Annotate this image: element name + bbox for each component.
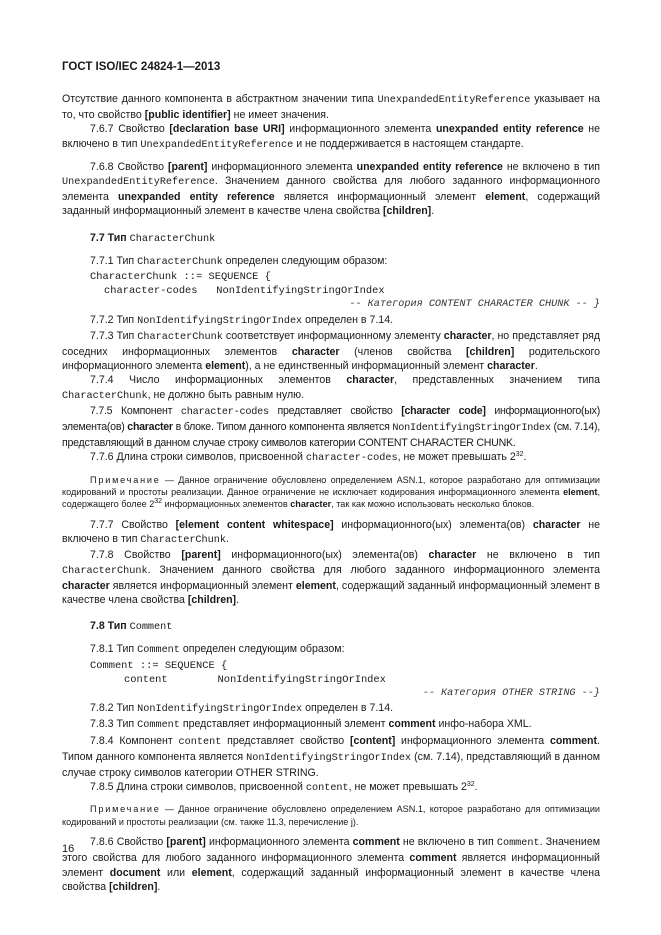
section-heading-7-7: 7.7 Тип CharacterChunk <box>90 231 216 245</box>
clause-7-6-7: 7.6.7 Свойство [declaration base URI] информационного элемента unexpanded entity reference не включено в тип UnexpandedEntityReference и не поддерживается в настоящем стандарте. <box>62 123 600 151</box>
clause-7-8-2: 7.8.2 Тип NonIdentifyingStringOrIndex определен в 7.14. <box>90 702 394 716</box>
clause-7-7-7: 7.7.7 Свойство [element content whitespace] информационного(ых) элемента(ов) character не включено в тип CharacterChunk. <box>62 518 601 547</box>
code-line: CharacterChunk ::= SEQUENCE { <box>90 271 271 284</box>
clause-7-8-4: 7.8.4 Компонент content представляет свойство [content] информационного элемента comment. Типом данного компонента является NonIdentifyingStringOrIndex (см. 7.14), представляющий в данном случае строку символов категории OTHER STRING. <box>62 734 601 779</box>
clause-7-7-4: 7.7.4 Число информационных элементов character, представленных значением типа CharacterChunk, не должно быть равным нулю. <box>62 374 600 402</box>
note-7-7-6: Примечание — Данное ограничение обусловлено определением ASN.1, которое разработано для оптимизации кодирований и простоты реализации. Данное ограничение не исключает кодирования информационного элемента element, содержащего более $2^{32}$ информационных элементов character, так как можно использовать несколько блоков. <box>62 474 600 510</box>
page-body <box>62 92 600 894</box>
clause-7-7-3: 7.7.3 Тип CharacterChunk соответствует информационному элементу character, но представляет ряд соседних информационных элементов character (членов свойства [children] родительского информационного элемента element), а не единственный информационный элемент character. <box>62 329 601 373</box>
clause-7-7-5: 7.7.5 Компонент character-codes представляет свойство [character code] информационного(ых) элемента(ов) character в блоке. Типом данного компонента является NonIdentifyingStringOrIndex (см. 7.14), представляющий в данном случае строку символов категории CONTENT CHARACTER CHUNK. <box>62 404 600 450</box>
code-line: Comment ::= SEQUENCE { <box>90 659 228 672</box>
paragraph-continued: Отсутствие данного компонента в абстрактном значении типа UnexpandedEntityReference указывает на то, что свойство [public identifier] не имеет значения. <box>62 93 600 122</box>
clause-7-7-8: 7.7.8 Свойство [parent] информационного(ых) элемента(ов) character не включено в тип CharacterChunk. Значением данного свойства для любого заданного информационного элемента character является информационный элемент element, содержащий заданный информационный элемент в качестве члена свойства [children]. <box>62 549 601 606</box>
code-comment: -- Категория OTHER STRING --} <box>422 687 600 699</box>
code-line: character-codes NonIdentifyingStringOrIndex <box>104 285 385 298</box>
document-header: ГОСТ ISO/IEC 24824-1—2013 <box>62 61 221 73</box>
clause-7-8-1: 7.8.1 Тип Comment определен следующим образом: <box>90 643 345 657</box>
clause-7-6-8: 7.6.8 Свойство [parent] информационного элемента unexpanded entity reference не включено в тип UnexpandedEntityReference. Значением данного свойства для любого заданного информационного элемента unexpanded entity reference является информационный элемент element, содержащий заданный информационный элемент в качестве члена свойства [children]. <box>62 160 600 218</box>
clause-7-7-2: 7.7.2 Тип NonIdentifyingStringOrIndex определен в 7.14. <box>90 313 394 327</box>
clause-7-7-1: 7.7.1 Тип CharacterChunk определен следующим образом: <box>90 254 388 268</box>
page-number: 16 <box>62 843 75 855</box>
code-line: content NonIdentifyingStringOrIndex <box>124 673 386 686</box>
clause-7-8-5: 7.8.5 Длина строки символов, присвоенной content, не может превышать $2^{32}$. <box>90 781 478 795</box>
note-7-8-5: Примечание — Данное ограничение обусловлено определением ASN.1, которое разработано для оптимизации кодирований и простоты реализации (см. также 11.3, перечисление j). <box>62 804 600 827</box>
section-heading-7-8: 7.8 Тип Comment <box>90 620 173 634</box>
clause-7-7-6: 7.7.6 Длина строки символов, присвоенной character-codes, не может превышать $2^{32}$. <box>90 451 527 465</box>
clause-7-8-3: 7.8.3 Тип Comment представляет информационный элемент comment инфо-набора XML. <box>90 718 532 732</box>
code-comment: -- Категория CONTENT CHARACTER CHUNK -- } <box>349 299 600 311</box>
clause-7-8-6: 7.8.6 Свойство [parent] информационного элемента comment не включено в тип Comment. Значением этого свойства для любого заданного информационного элемента comment является информационный элемент document или element, содержащий заданный информационный элемент в качестве члена свойства [children]. <box>62 836 601 893</box>
